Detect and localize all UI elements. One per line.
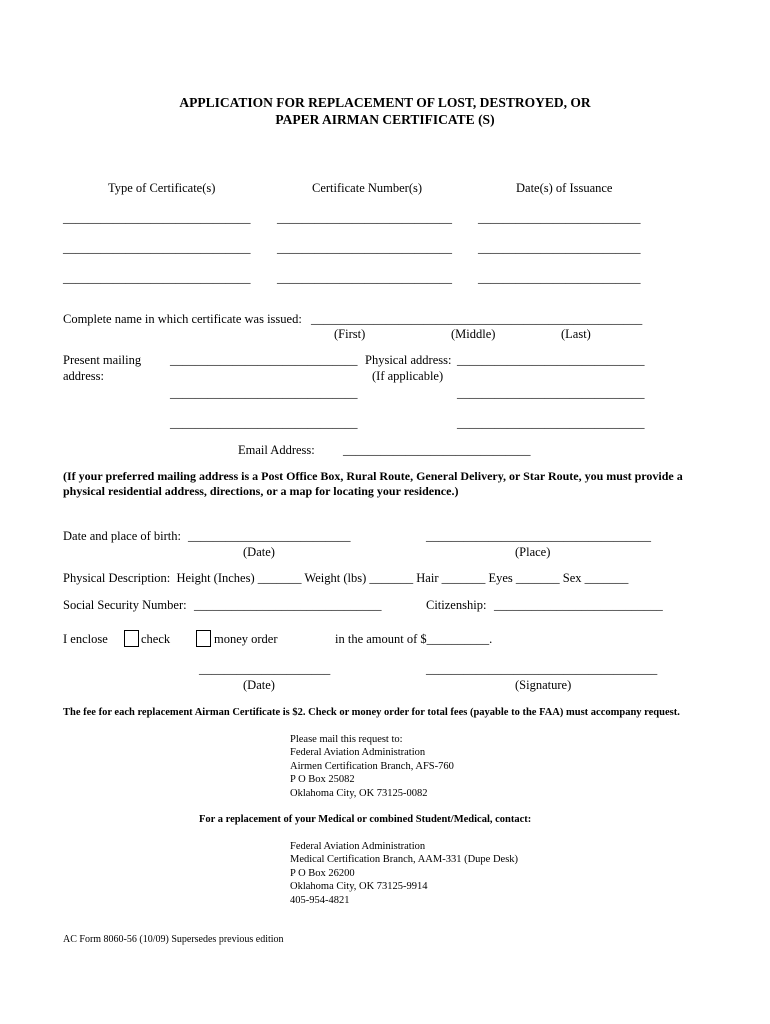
physical-address-label: Physical address: (365, 353, 452, 367)
po-box-notice: (If your preferred mailing address is a Post Office Box, Rural Route, General Delivery, or Star Route, you must provide a physical residential address, directions, or a map for locating your residence.) (63, 469, 683, 498)
money-order-label: money order (214, 632, 278, 646)
certificate-type-field-3[interactable]: ______________________________ (63, 271, 251, 285)
check-checkbox[interactable] (124, 630, 139, 647)
hair-field[interactable]: _______ (441, 571, 486, 585)
height-label: Height (Inches) (176, 571, 255, 585)
citizenship-field[interactable]: ___________________________ (494, 598, 663, 612)
medical-contact-line: Oklahoma City, OK 73125-9914 (290, 881, 428, 893)
medical-contact-line: 405-954-4821 (290, 894, 350, 906)
birth-label: Date and place of birth: (63, 529, 182, 543)
amount-prefix: in the amount of $ (335, 632, 427, 646)
issuance-date-field-3[interactable]: __________________________ (478, 271, 641, 285)
mailing-address-label-line-2: address: (63, 369, 104, 383)
ssn-field[interactable]: ______________________________ (194, 598, 382, 612)
email-address-field[interactable]: ______________________________ (343, 443, 531, 457)
birth-place-field[interactable]: ____________________________________ (426, 529, 651, 543)
mail-to-line: P O Box 25082 (290, 774, 355, 786)
weight-label: Weight (lbs) (304, 571, 367, 585)
email-address-label: Email Address: (238, 443, 315, 457)
type-of-certificate-header: Type of Certificate(s) (108, 181, 216, 195)
amount-row (335, 632, 492, 647)
eyes-label: Eyes (488, 571, 513, 585)
certificate-number-field-2[interactable]: ____________________________ (277, 241, 452, 255)
mail-to-line: Federal Aviation Administration (290, 747, 426, 759)
certificate-number-field-1[interactable]: ____________________________ (277, 211, 452, 225)
first-name-caption: (First) (334, 327, 366, 341)
mail-to-line: Airmen Certification Branch, AFS-760 (290, 760, 454, 772)
form-title-line-2: PAPER AIRMAN CERTIFICATE (S) (275, 112, 495, 127)
form-title (0, 94, 770, 128)
medical-contact-line: Medical Certification Branch, AAM-331 (Dupe Desk) (290, 854, 519, 866)
citizenship-label: Citizenship: (426, 598, 487, 612)
eyes-field[interactable]: _______ (515, 571, 560, 585)
last-name-caption: (Last) (561, 327, 591, 341)
mail-to-address-block (290, 733, 454, 800)
mailing-address-label-line-1: Present mailing (63, 353, 142, 367)
signature-date-field[interactable]: _____________________ (199, 662, 331, 676)
medical-contact-line: Federal Aviation Administration (290, 841, 426, 852)
issuance-date-field-2[interactable]: __________________________ (478, 241, 641, 255)
mailing-address-field-2[interactable]: ______________________________ (170, 386, 358, 400)
physical-address-field-1[interactable]: ______________________________ (457, 353, 645, 367)
mailing-address-field-1[interactable]: ______________________________ (170, 353, 358, 367)
amount-suffix: . (489, 632, 493, 646)
medical-contact-block (290, 840, 518, 907)
check-label: check (141, 632, 171, 646)
amount-field[interactable]: __________ (426, 632, 490, 646)
physical-address-note: (If applicable) (372, 369, 444, 383)
medical-heading: For a replacement of your Medical or combined Student/Medical, contact: (199, 814, 532, 825)
issuance-date-field-1[interactable]: __________________________ (478, 211, 641, 225)
certificate-type-field-2[interactable]: ______________________________ (63, 241, 251, 255)
weight-field[interactable]: _______ (369, 571, 414, 585)
birth-place-caption: (Place) (515, 545, 551, 559)
height-field[interactable]: _______ (257, 571, 302, 585)
enclose-label: I enclose (63, 632, 108, 646)
hair-label: Hair (416, 571, 439, 585)
mail-to-line: Oklahoma City, OK 73125-0082 (290, 787, 428, 799)
signature-caption: (Signature) (515, 678, 572, 692)
fee-statement: The fee for each replacement Airman Certificate is $2. Check or money order for total fees (payable to the FAA) must accompany request. (63, 707, 680, 718)
certificate-number-field-3[interactable]: ____________________________ (277, 271, 452, 285)
physical-address-field-3[interactable]: ______________________________ (457, 416, 645, 430)
birth-date-caption: (Date) (243, 545, 275, 559)
middle-name-caption: (Middle) (451, 327, 496, 341)
date-of-issuance-header: Date(s) of Issuance (516, 181, 613, 195)
form-title-line-1: APPLICATION FOR REPLACEMENT OF LOST, DESTROYED, OR (179, 95, 591, 110)
signature-date-caption: (Date) (243, 678, 275, 692)
sex-label: Sex (562, 571, 582, 585)
signature-field[interactable]: _____________________________________ (426, 662, 658, 676)
mailing-address-field-3[interactable]: ______________________________ (170, 416, 358, 430)
complete-name-field[interactable]: _____________________________________________________ (311, 312, 643, 326)
complete-name-label: Complete name in which certificate was issued: (63, 312, 302, 326)
mail-to-line: Please mail this request to: (290, 734, 403, 745)
physical-description-row (63, 571, 628, 586)
physical-description-label: Physical Description: (63, 571, 171, 585)
sex-field[interactable]: _______ (584, 571, 629, 585)
certificate-number-header: Certificate Number(s) (312, 181, 423, 195)
medical-contact-line: P O Box 26200 (290, 867, 355, 879)
birth-date-field[interactable]: __________________________ (188, 529, 351, 543)
certificate-type-field-1[interactable]: ______________________________ (63, 211, 251, 225)
physical-address-field-2[interactable]: ______________________________ (457, 386, 645, 400)
ssn-label: Social Security Number: (63, 598, 187, 612)
money-order-checkbox[interactable] (196, 630, 211, 647)
form-footer: AC Form 8060-56 (10/09) Supersedes previous edition (63, 934, 284, 945)
